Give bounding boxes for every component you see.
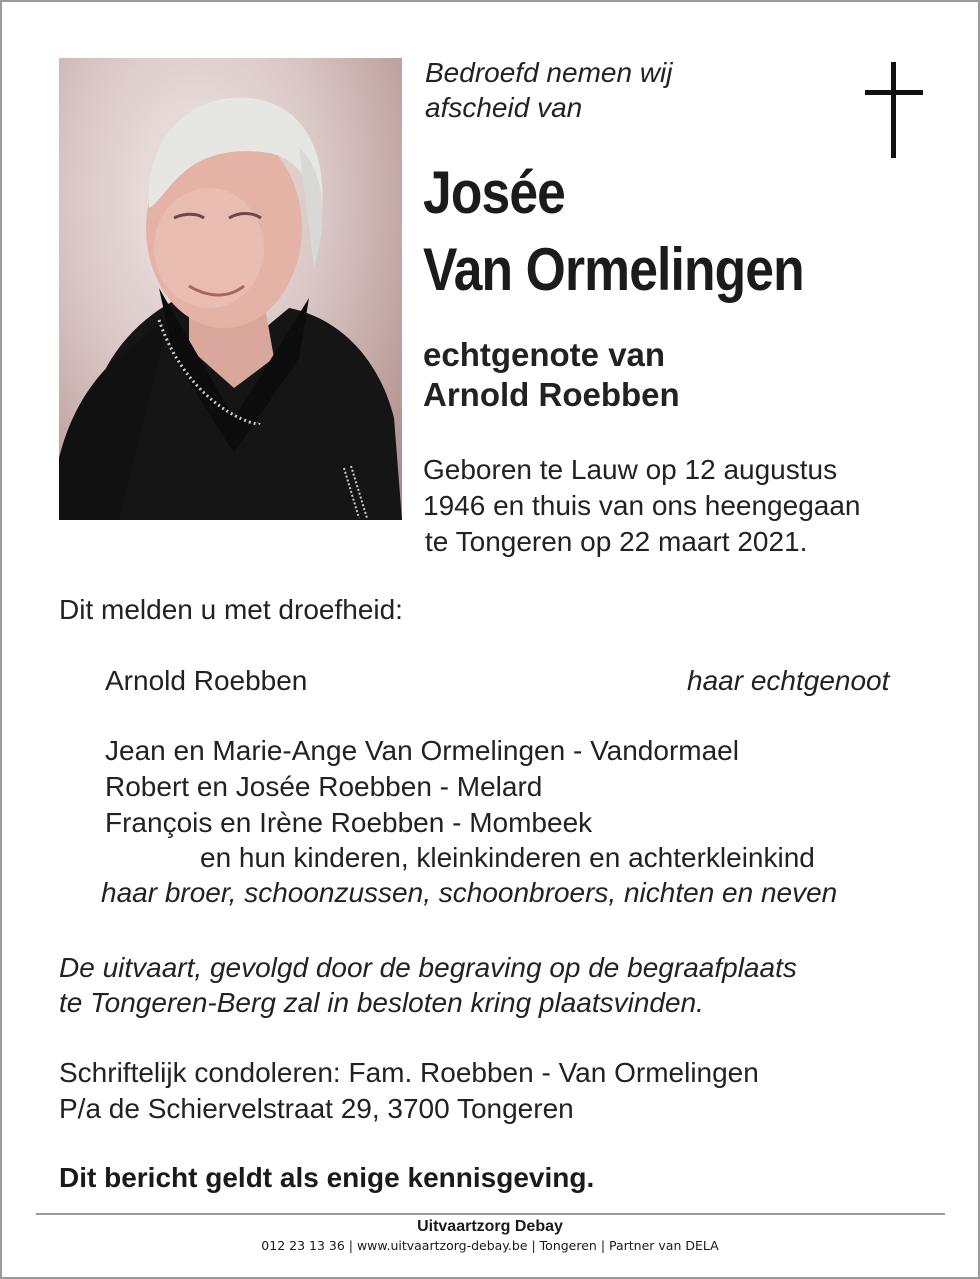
birth-line-2: 1946 en thuis van ons heengegaan <box>423 490 861 521</box>
intro-line-1: Bedroefd nemen wij <box>425 57 673 88</box>
portrait-photo <box>59 58 402 520</box>
condolence-line-2: P/a de Schiervelstraat 29, 3700 Tongeren <box>59 1093 574 1124</box>
spouse-line-1: echtgenote van <box>423 336 666 373</box>
spouse-line-2: Arnold Roebben <box>423 376 680 413</box>
mourner-relatives: haar broer, schoonzussen, schoonbroers, nichten en neven <box>101 877 838 908</box>
intro-line-2: afscheid van <box>425 92 583 123</box>
mourner-spouse-relation: haar echtgenoot <box>687 665 890 696</box>
funeral-line-2: te Tongeren-Berg zal in besloten kring plaatsvinden. <box>59 987 704 1018</box>
mourner-spouse-name: Arnold Roebben <box>105 665 308 696</box>
mourner-descendants: en hun kinderen, kleinkinderen en achterkleinkind <box>200 842 815 873</box>
mourner-family-1: Jean en Marie-Ange Van Ormelingen - Vandormael <box>105 735 739 766</box>
intro-text <box>425 55 672 125</box>
condolence-info <box>59 1055 759 1127</box>
footer-company: Uitvaartzorg Debay <box>417 1218 563 1235</box>
cross-icon <box>865 62 923 158</box>
footer-divider <box>36 1213 945 1215</box>
birth-line-3: te Tongeren op 22 maart 2021. <box>425 526 808 557</box>
footer-info: 012 23 13 36 | www.uitvaartzorg-debay.be | Tongeren | Partner van DELA <box>261 1238 719 1253</box>
portrait-illustration <box>59 58 402 520</box>
mourner-family-2: Robert en Josée Roebben - Melard <box>105 771 543 802</box>
condolence-line-1: Schriftelijk condoleren: Fam. Roebben - Van Ormelingen <box>59 1057 759 1088</box>
birth-death-info <box>423 452 861 560</box>
mourner-family-3: François en Irène Roebben - Mombeek <box>105 807 593 838</box>
deceased-first-name: Josée <box>423 159 566 226</box>
notice-text: Dit bericht geldt als enige kennisgeving. <box>59 1162 595 1193</box>
birth-line-1: Geboren te Lauw op 12 augustus <box>423 454 838 485</box>
funeral-line-1: De uitvaart, gevolgd door de begraving op de begraafplaats <box>59 952 797 983</box>
deceased-last-name: Van Ormelingen <box>423 236 804 303</box>
announcement-heading: Dit melden u met droefheid: <box>59 594 403 625</box>
spouse-info <box>423 335 680 415</box>
funeral-info <box>59 950 797 1020</box>
